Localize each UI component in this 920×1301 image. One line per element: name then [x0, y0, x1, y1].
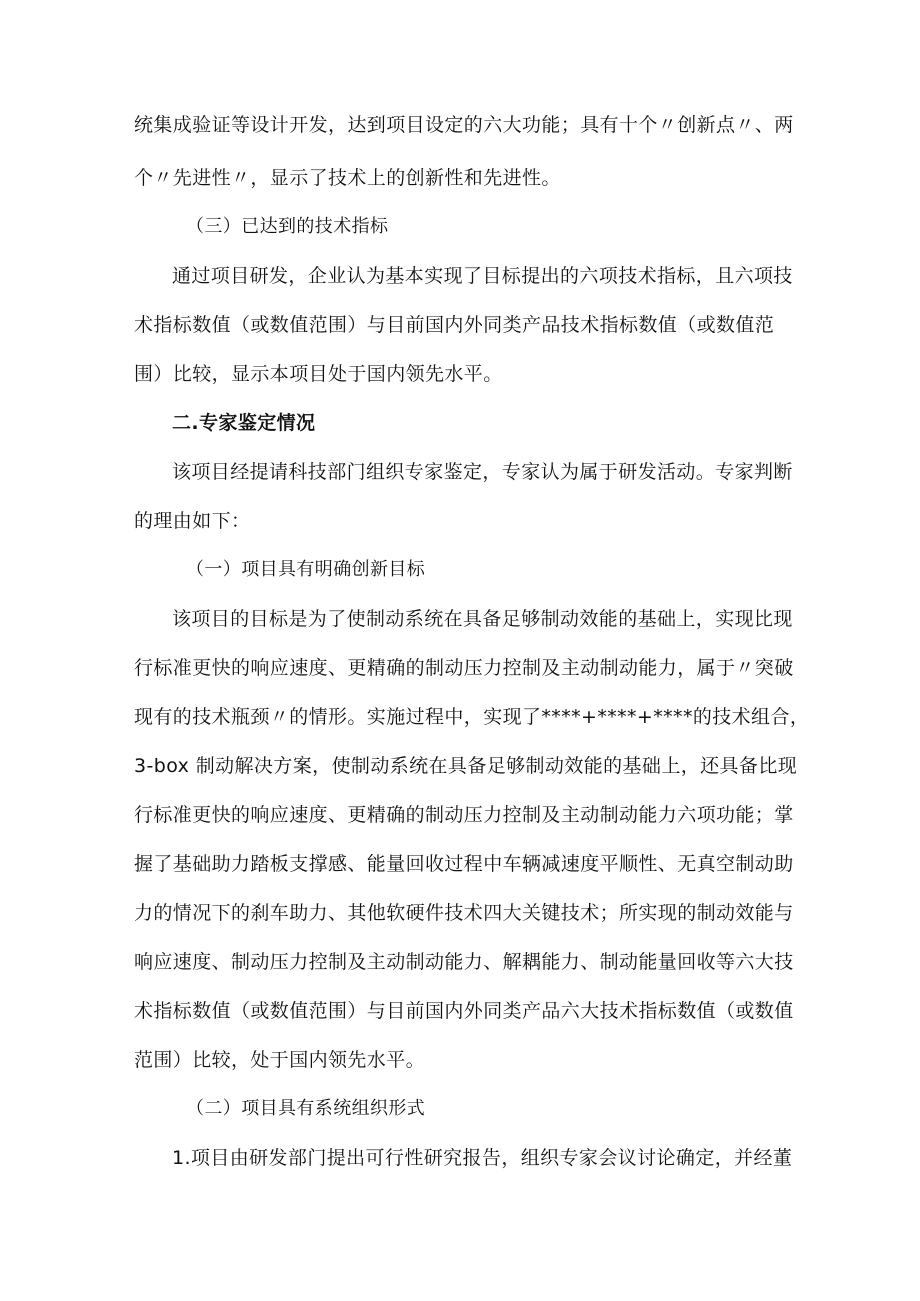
para1-line-2: 个〃先进性〃，显示了技术上的创新性和先进性。 [134, 167, 561, 189]
para4-line-9: 术指标数值（或数值范围）与目前国内外同类产品六大技术指标数值（或数值 [134, 1000, 794, 1022]
para2-line-1: 通过项目研发，企业认为基本实现了目标提出的六项技术指标，且六项技 [172, 265, 793, 287]
para3-line-1: 该项目经提请科技部门组织专家鉴定，专家认为属于研发活动。专家判断 [172, 461, 793, 483]
para1-line-1: 统集成验证等设计开发，达到项目设定的六大功能；具有十个〃创新点〃、两 [134, 114, 794, 136]
para4-line-7: 力的情况下的刹车助力、其他软硬件技术四大关键技术；所实现的制动效能与 [134, 902, 794, 924]
para4-line-10: 范围）比较，处于国内领先水平。 [134, 1049, 426, 1071]
para5-line-1: 1.项目由研发部门提出可行性研究报告，组织专家会议讨论确定，并经董 [172, 1147, 793, 1169]
para2-line-3: 围）比较，显示本项目处于国内领先水平。 [134, 363, 503, 385]
para4-line-5: 行标准更快的响应速度、更精确的制动压力控制及主动制动能力六项功能；掌 [134, 804, 794, 826]
para4-line-6: 握了基础助力踏板支撑感、能量回收过程中车辆减速度平顺性、无真空制动助 [134, 853, 794, 875]
para4-line-2: 行标准更快的响应速度、更精确的制动压力控制及主动制动能力，属于〃突破 [134, 657, 794, 679]
para4-line-8: 响应速度、制动压力控制及主动制动能力、解耦能力、制动能量回收等六大技 [134, 951, 794, 973]
para4-line-1: 该项目的目标是为了使制动系统在具备足够制动效能的基础上，实现比现 [172, 608, 793, 630]
para2-line-2: 术指标数值（或数值范围）与目前国内外同类产品技术指标数值（或数值范 [134, 314, 775, 336]
subsection2-title: （二）项目具有系统组织形式 [186, 1098, 426, 1119]
heading-expert-appraisal: 二.专家鉴定情况 [172, 412, 316, 434]
subsection1-title: （一）项目具有明确创新目标 [186, 559, 426, 580]
para4-line-3: 现有的技术瓶颈〃的情形。实施过程中，实现了****+****+****的技术组合， [134, 706, 810, 728]
para3-line-2: 的理由如下： [134, 510, 251, 532]
section3-title: （三）已达到的技术指标 [186, 216, 389, 237]
para4-line-4: 3-box 制动解决方案，使制动系统在具备足够制动效能的基础上，还具备比现 [134, 755, 798, 777]
